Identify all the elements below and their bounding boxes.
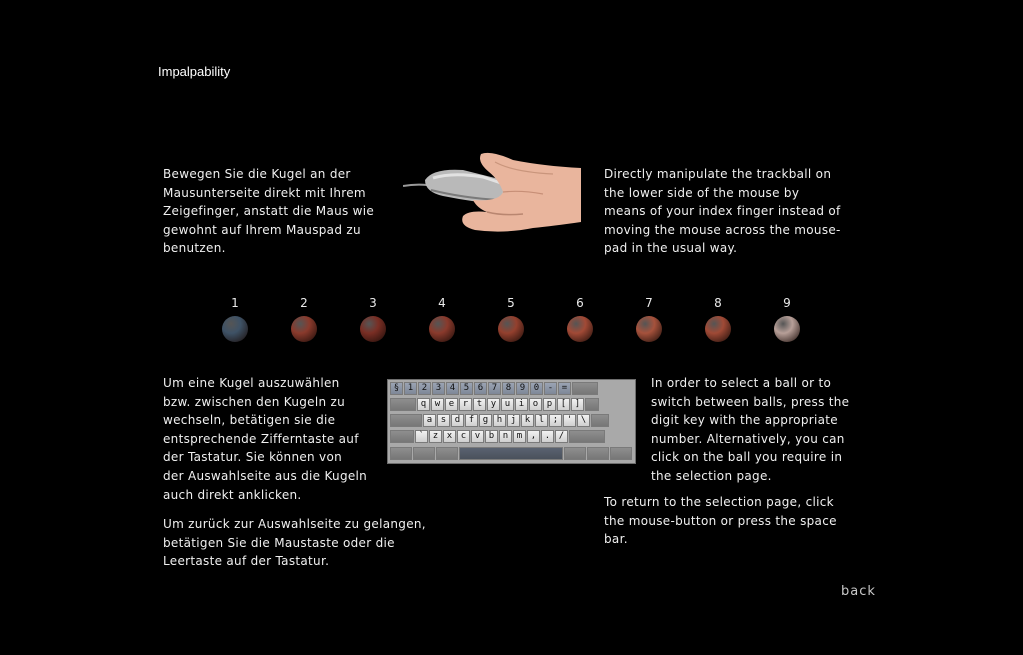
keyboard-key — [436, 447, 458, 460]
ball-number: 7 — [645, 296, 653, 310]
keyboard-key: q — [417, 398, 430, 411]
trackball-icon[interactable] — [774, 316, 800, 342]
ball-item-2[interactable] — [281, 296, 327, 346]
keyboard-key: v — [471, 430, 484, 443]
keyboard-key — [413, 447, 435, 460]
keyboard-key: z — [429, 430, 442, 443]
keyboard-row-space — [390, 447, 632, 460]
keyboard-key: § — [390, 382, 403, 395]
keyboard-key: x — [443, 430, 456, 443]
ball-item-5[interactable] — [488, 296, 534, 346]
keyboard-key: i — [515, 398, 528, 411]
keyboard-row-asdf — [390, 414, 609, 427]
keyboard-key — [610, 447, 632, 460]
keyboard-key: w — [431, 398, 444, 411]
keyboard-key: 6 — [474, 382, 487, 395]
ball-item-4[interactable] — [419, 296, 465, 346]
trackball-icon[interactable] — [360, 316, 386, 342]
keyboard-key: s — [437, 414, 450, 427]
keyboard-key: f — [465, 414, 478, 427]
ball-item-6[interactable] — [557, 296, 603, 346]
ball-item-3[interactable] — [350, 296, 396, 346]
keyboard-key: 8 — [502, 382, 515, 395]
keyboard-key: = — [558, 382, 571, 395]
keyboard-key: t — [473, 398, 486, 411]
keyboard-key: 5 — [460, 382, 473, 395]
ball-number: 3 — [369, 296, 377, 310]
keyboard-key: . — [541, 430, 554, 443]
keyboard-key: e — [445, 398, 458, 411]
ball-item-8[interactable] — [695, 296, 741, 346]
keyboard-key: k — [521, 414, 534, 427]
keyboard-key: / — [555, 430, 568, 443]
ball-selection-row — [212, 296, 812, 346]
keyboard-illustration — [387, 379, 636, 464]
trackball-icon[interactable] — [705, 316, 731, 342]
keyboard-key: ] — [571, 398, 584, 411]
keyboard-key: h — [493, 414, 506, 427]
return-instructions-german: Um zurück zur Auswahlseite zu gelangen, betätigen Sie die Maustaste oder die Leertaste auf der Tastatur. — [163, 517, 426, 569]
back-link[interactable]: back — [841, 584, 876, 599]
keyboard-key: o — [529, 398, 542, 411]
ball-number: 9 — [783, 296, 791, 310]
keyboard-key: ` — [415, 430, 428, 443]
trackball-icon[interactable] — [222, 316, 248, 342]
keyboard-key: l — [535, 414, 548, 427]
keyboard-key — [390, 447, 412, 460]
keyboard-key — [587, 447, 609, 460]
keyboard-key: 3 — [432, 382, 445, 395]
keyboard-key — [585, 398, 599, 411]
ball-number: 8 — [714, 296, 722, 310]
keyboard-row-digits — [390, 382, 598, 395]
keyboard-key: c — [457, 430, 470, 443]
keyboard-key — [390, 398, 416, 411]
ball-number: 4 — [438, 296, 446, 310]
keyboard-key: 2 — [418, 382, 431, 395]
ball-number: 5 — [507, 296, 515, 310]
intro-text-english: Directly manipulate the trackball on the lower side of the mouse by means of your index finger instead of moving the mouse across the mouse- pad in the usual way. — [604, 167, 841, 256]
keyboard-key: 0 — [530, 382, 543, 395]
keyboard-key: 7 — [488, 382, 501, 395]
select-instructions-english: In order to select a ball or to switch between balls, press the digit key with the appropriate number. Alternatively, you can click on the ball you require in the selection page. — [651, 376, 850, 483]
keyboard-key — [564, 447, 586, 460]
keyboard-key: 1 — [404, 382, 417, 395]
keyboard-key — [390, 414, 422, 427]
hand-holding-mouse-illustration — [403, 150, 583, 236]
trackball-icon[interactable] — [498, 316, 524, 342]
keyboard-key: p — [543, 398, 556, 411]
keyboard-key: , — [527, 430, 540, 443]
keyboard-key: j — [507, 414, 520, 427]
keyboard-key: m — [513, 430, 526, 443]
trackball-icon[interactable] — [291, 316, 317, 342]
keyboard-key: ' — [563, 414, 576, 427]
keyboard-key: [ — [557, 398, 570, 411]
ball-number: 2 — [300, 296, 308, 310]
keyboard-key: y — [487, 398, 500, 411]
ball-item-7[interactable] — [626, 296, 672, 346]
trackball-icon[interactable] — [567, 316, 593, 342]
page-title: Impalpability — [158, 64, 231, 79]
keyboard-key: u — [501, 398, 514, 411]
select-instructions-german: Um eine Kugel auszuwählen bzw. zwischen den Kugeln zu wechseln, betätigen sie die entsprechende Zifferntaste auf der Tastatur. Sie können von der Auswahlseite aus die Kugeln auch direkt anklicken. — [163, 376, 368, 502]
trackball-icon[interactable] — [429, 316, 455, 342]
keyboard-key — [569, 430, 605, 443]
intro-text-german: Bewegen Sie die Kugel an der Mausunterseite direkt mit Ihrem Zeigefinger, anstatt die Maus wie gewohnt auf Ihrem Mauspad zu benutzen. — [163, 167, 375, 256]
keyboard-key: 9 — [516, 382, 529, 395]
keyboard-key — [572, 382, 598, 395]
ball-item-1[interactable] — [212, 296, 258, 346]
keyboard-row-zxcv — [390, 430, 605, 443]
keyboard-key — [390, 430, 414, 443]
ball-item-9[interactable] — [764, 296, 810, 346]
ball-number: 6 — [576, 296, 584, 310]
ball-number: 1 — [231, 296, 239, 310]
keyboard-key: a — [423, 414, 436, 427]
keyboard-row-qwerty — [390, 398, 599, 411]
keyboard-key: d — [451, 414, 464, 427]
trackball-icon[interactable] — [636, 316, 662, 342]
keyboard-key: b — [485, 430, 498, 443]
keyboard-key: n — [499, 430, 512, 443]
keyboard-key: 4 — [446, 382, 459, 395]
return-instructions-english: To return to the selection page, click the mouse-button or press the space bar. — [604, 495, 837, 547]
keyboard-key: g — [479, 414, 492, 427]
keyboard-key: - — [544, 382, 557, 395]
keyboard-key: ; — [549, 414, 562, 427]
keyboard-key: r — [459, 398, 472, 411]
keyboard-key: \ — [577, 414, 590, 427]
keyboard-key — [591, 414, 609, 427]
space-bar-key — [459, 447, 563, 460]
